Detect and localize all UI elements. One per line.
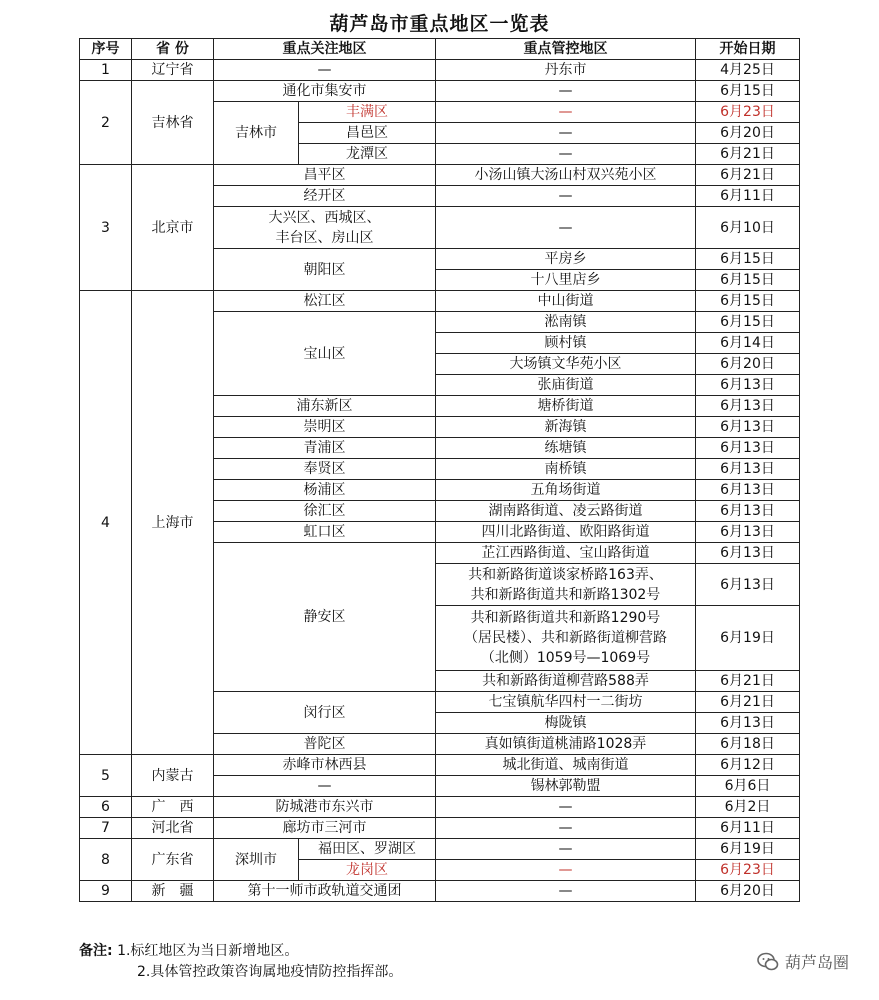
- date-cell: 6月21日: [696, 692, 800, 713]
- header-start-date: 开始日期: [696, 39, 800, 60]
- date-cell: 6月13日: [696, 480, 800, 501]
- control-area-cell: —: [436, 144, 696, 165]
- date-cell: 6月21日: [696, 671, 800, 692]
- table-header-row: [80, 39, 800, 60]
- date-cell: 6月20日: [696, 123, 800, 144]
- date-cell: 6月15日: [696, 291, 800, 312]
- control-area-cell: —: [436, 207, 696, 249]
- date-cell: 6月19日: [696, 839, 800, 860]
- province-cell: 新 疆: [132, 881, 214, 902]
- focus-area-cell: 虹口区: [214, 522, 436, 543]
- date-cell: 6月13日: [696, 417, 800, 438]
- date-cell: 6月15日: [696, 81, 800, 102]
- control-area-cell: 共和新路街道共和新路1290号 （居民楼）、共和新路街道柳营路 （北侧）1059号—1069号: [436, 606, 696, 671]
- control-area-cell: 四川北路街道、欧阳路街道: [436, 522, 696, 543]
- date-cell: 6月20日: [696, 881, 800, 902]
- control-area-cell: 大场镇文华苑小区: [436, 354, 696, 375]
- control-area-cell: 塘桥街道: [436, 396, 696, 417]
- date-cell: 6月18日: [696, 734, 800, 755]
- province-cell: 内蒙古: [132, 755, 214, 797]
- date-cell: 6月12日: [696, 755, 800, 776]
- control-area-cell: 淞南镇: [436, 312, 696, 333]
- header-focus-area: 重点关注地区: [214, 39, 436, 60]
- table-row: [80, 881, 800, 902]
- focus-area-cell: 松江区: [214, 291, 436, 312]
- date-cell: 6月13日: [696, 396, 800, 417]
- date-cell: 6月13日: [696, 564, 800, 606]
- focus-area-cell: 浦东新区: [214, 396, 436, 417]
- header-seq: 序号: [80, 39, 132, 60]
- control-area-cell: —: [436, 102, 696, 123]
- date-cell: 6月13日: [696, 438, 800, 459]
- focus-area-cell: 经开区: [214, 186, 436, 207]
- control-area-cell: 共和新路街道柳营路588弄: [436, 671, 696, 692]
- notes: [79, 941, 402, 983]
- control-area-cell: —: [436, 186, 696, 207]
- focus-city-cell: 深圳市: [214, 839, 299, 881]
- date-cell: 6月19日: [696, 606, 800, 671]
- seq-cell: 1: [80, 60, 132, 81]
- seq-cell: 6: [80, 797, 132, 818]
- control-area-cell: 锡林郭勒盟: [436, 776, 696, 797]
- date-cell: 6月11日: [696, 186, 800, 207]
- date-cell: 6月20日: [696, 354, 800, 375]
- seq-cell: 5: [80, 755, 132, 797]
- focus-area-cell: 防城港市东兴市: [214, 797, 436, 818]
- focus-area-cell: 崇明区: [214, 417, 436, 438]
- date-cell: 6月11日: [696, 818, 800, 839]
- table-row: [80, 165, 800, 186]
- date-cell: 6月13日: [696, 501, 800, 522]
- note-label: 备注:: [79, 943, 113, 959]
- date-cell: 6月6日: [696, 776, 800, 797]
- focus-district-cell: 昌邑区: [299, 123, 436, 144]
- seq-cell: 2: [80, 81, 132, 165]
- date-cell: 6月10日: [696, 207, 800, 249]
- header-province: 省 份: [132, 39, 214, 60]
- focus-area-cell: 赤峰市林西县: [214, 755, 436, 776]
- control-area-cell: 湖南路街道、凌云路街道: [436, 501, 696, 522]
- control-area-cell: —: [436, 818, 696, 839]
- note-text-1: 1.标红地区为当日新增地区。: [117, 943, 299, 959]
- date-cell: 6月13日: [696, 543, 800, 564]
- province-cell: 吉林省: [132, 81, 214, 165]
- table-row: [80, 839, 800, 860]
- date-cell: 6月21日: [696, 165, 800, 186]
- header-control-area: 重点管控地区: [436, 39, 696, 60]
- focus-area-cell: 廊坊市三河市: [214, 818, 436, 839]
- control-area-cell: 南桥镇: [436, 459, 696, 480]
- table-row: [80, 60, 800, 81]
- seq-cell: 3: [80, 165, 132, 291]
- control-area-cell: 十八里店乡: [436, 270, 696, 291]
- focus-area-cell: 大兴区、西城区、 丰台区、房山区: [214, 207, 436, 249]
- control-area-cell: 张庙街道: [436, 375, 696, 396]
- focus-area-cell: —: [214, 60, 436, 81]
- focus-area-cell: 朝阳区: [214, 249, 436, 291]
- control-area-cell: —: [436, 81, 696, 102]
- control-area-cell: 顾村镇: [436, 333, 696, 354]
- province-cell: 辽宁省: [132, 60, 214, 81]
- table-row: [80, 797, 800, 818]
- seq-cell: 4: [80, 291, 132, 755]
- date-cell: 6月13日: [696, 713, 800, 734]
- focus-area-cell: 徐汇区: [214, 501, 436, 522]
- focus-area-cell: 通化市集安市: [214, 81, 436, 102]
- date-cell: 6月23日: [696, 102, 800, 123]
- focus-district-cell: 龙潭区: [299, 144, 436, 165]
- focus-district-cell: 龙岗区: [299, 860, 436, 881]
- focus-city-cell: 吉林市: [214, 102, 299, 165]
- date-cell: 6月21日: [696, 144, 800, 165]
- focus-area-cell: 静安区: [214, 543, 436, 692]
- note-line-1: [79, 941, 402, 962]
- control-area-cell: —: [436, 797, 696, 818]
- date-cell: 6月15日: [696, 312, 800, 333]
- control-area-cell: —: [436, 860, 696, 881]
- province-cell: 广东省: [132, 839, 214, 881]
- date-cell: 4月25日: [696, 60, 800, 81]
- focus-area-cell: 青浦区: [214, 438, 436, 459]
- control-area-cell: 中山街道: [436, 291, 696, 312]
- focus-area-cell: 杨浦区: [214, 480, 436, 501]
- control-area-cell: 平房乡: [436, 249, 696, 270]
- focus-area-cell: 奉贤区: [214, 459, 436, 480]
- focus-district-cell: 福田区、罗湖区: [299, 839, 436, 860]
- watermark: [757, 950, 849, 973]
- control-area-cell: 五角场街道: [436, 480, 696, 501]
- wechat-icon: [757, 952, 779, 972]
- date-cell: 6月13日: [696, 375, 800, 396]
- watermark-text: 葫芦岛圈: [784, 953, 849, 972]
- seq-cell: 7: [80, 818, 132, 839]
- date-cell: 6月15日: [696, 270, 800, 291]
- date-cell: 6月15日: [696, 249, 800, 270]
- province-cell: 上海市: [132, 291, 214, 755]
- control-area-cell: —: [436, 123, 696, 144]
- table-row: [80, 81, 800, 102]
- focus-area-cell: 昌平区: [214, 165, 436, 186]
- date-cell: 6月13日: [696, 459, 800, 480]
- control-area-cell: 城北街道、城南街道: [436, 755, 696, 776]
- control-area-cell: 七宝镇航华四村一二街坊: [436, 692, 696, 713]
- control-area-cell: 真如镇街道桃浦路1028弄: [436, 734, 696, 755]
- focus-area-cell: 宝山区: [214, 312, 436, 396]
- focus-area-cell: 闵行区: [214, 692, 436, 734]
- focus-area-cell: —: [214, 776, 436, 797]
- date-cell: 6月14日: [696, 333, 800, 354]
- note-line-2: 2.具体管控政策咨询属地疫情防控指挥部。: [137, 964, 403, 980]
- focus-area-cell: 普陀区: [214, 734, 436, 755]
- control-area-cell: 共和新路街道谈家桥路163弄、 共和新路街道共和新路1302号: [436, 564, 696, 606]
- control-area-cell: 小汤山镇大汤山村双兴苑小区: [436, 165, 696, 186]
- date-cell: 6月13日: [696, 522, 800, 543]
- date-cell: 6月23日: [696, 860, 800, 881]
- seq-cell: 9: [80, 881, 132, 902]
- control-area-cell: 练塘镇: [436, 438, 696, 459]
- province-cell: 北京市: [132, 165, 214, 291]
- control-area-cell: 芷江西路街道、宝山路街道: [436, 543, 696, 564]
- control-area-cell: —: [436, 881, 696, 902]
- control-area-cell: 新海镇: [436, 417, 696, 438]
- control-area-cell: 梅陇镇: [436, 713, 696, 734]
- date-cell: 6月2日: [696, 797, 800, 818]
- control-area-cell: —: [436, 839, 696, 860]
- province-cell: 河北省: [132, 818, 214, 839]
- table-row: [80, 291, 800, 312]
- control-area-cell: 丹东市: [436, 60, 696, 81]
- page-title: 葫芦岛市重点地区一览表: [329, 13, 550, 35]
- table-row: [80, 818, 800, 839]
- table-row: [80, 755, 800, 776]
- key-areas-table: [79, 38, 800, 902]
- focus-district-cell: 丰满区: [299, 102, 436, 123]
- province-cell: 广 西: [132, 797, 214, 818]
- seq-cell: 8: [80, 839, 132, 881]
- focus-area-cell: 第十一师市政轨道交通团: [214, 881, 436, 902]
